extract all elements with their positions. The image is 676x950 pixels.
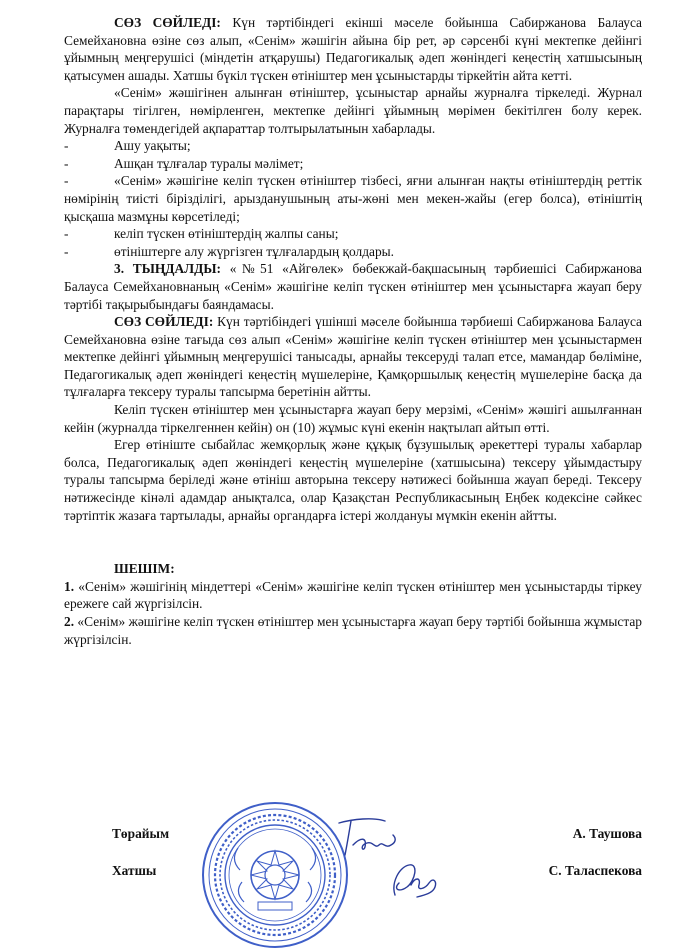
chair-name: А. Таушова <box>572 826 642 841</box>
speech-text: Күн тәртібіндегі екінші мәселе бойынша Сабиржанова Балауса Семейхановна өзіне сөз алып, «Сенім» жәшігін айына бір рет, әр сәрсенбі күні мектепке дейінгі ұйымның меңгерушісі (міндетін атқарушы) Педагогикалық әдеп жөніндегі кеңестің хатшысының қатысумен ашады. Хатшы бүкіл түскен өтініштер мен ұсыныстарды тіркейтін айта кетті. <box>64 15 642 83</box>
list-dash: - <box>64 243 69 259</box>
decision-item <box>64 578 642 613</box>
speech-lead: СӨЗ СӨЙЛЕДІ: <box>114 314 214 330</box>
list-item <box>64 137 642 155</box>
list-item-text: Ашқан тұлғалар туралы мәлімет; <box>114 155 304 171</box>
heard-text: «№51 «Айгөлек» бөбекжай-бақшасының тәрбиешісі Сабиржанова Балауса Семейхановнаның «Сенім» жәшігіне келіп түскен өтініштер мен ұсыныстарға жауап беру тәртібі тақырыбындағы баяндамасы. <box>64 261 642 312</box>
decision-text: «Сенім» жәшігінің міндеттері «Сенім» жәшігіне келіп түскен өтініштер мен ұсыныстарды тіркеу ережеге сай жүргізілсін. <box>64 578 642 612</box>
paragraph-corruption: Егер өтініште сыбайлас жемқорлық және құқық бұзушылық әрекеттері туралы хабарлар болса, Педагогикалық әдеп жөніндегі кеңестің мүшелеріне (хатшысына) тексеру ұйымдастыру туралы тапсырма беріледі және өтініш авторына тексеру нәтижесі бойынша жауап береді. Тексеру нәтижесінде кінәлі адамдар анықталса, олар Қазақстан Республикасының Еңбек кодексіне сәйкес тәртіптік жазаға тартылады, арнайы органдарға істері жолдануы мүмкін екенін айтты. <box>64 437 642 523</box>
list-dash: - <box>64 138 69 154</box>
paragraph-journal: «Сенім» жәшігінен алынған өтініштер, ұсыныстар арнайы журналға тіркеледі. Журнал парақтары тігілген, нөмірленген, мектепке дейінгі ұйымның мөрімен бекітілген болу керек. Журналға төмендегідей ақпараттар толтырылатынын хабарлады. <box>64 85 642 136</box>
secretary-role: Хатшы <box>112 863 157 878</box>
list-dash: - <box>64 155 69 171</box>
document-body <box>64 14 642 648</box>
list-item <box>64 172 642 225</box>
list-dash: - <box>64 226 69 242</box>
list-item <box>64 243 642 261</box>
secretary-signature <box>385 855 445 905</box>
paragraph-speech-3 <box>64 313 642 401</box>
decision-title: ШЕШІМ: <box>114 561 175 577</box>
heard-lead: 3. ТЫҢДАЛДЫ: <box>114 261 221 277</box>
paragraph-heard <box>64 260 642 313</box>
decision-item <box>64 613 642 648</box>
secretary-name: С. Таласпекова <box>548 863 642 878</box>
speech-lead: СӨЗ СӨЙЛЕДІ: <box>114 15 221 30</box>
decision-number: 2. <box>64 614 75 629</box>
list-item-text: өтініштерге алу жүргізген тұлғалардың қолдары. <box>114 243 395 259</box>
chair-role: Төрайым <box>112 826 170 841</box>
list-item-text: «Сенім» жәшігіне келіп түскен өтініштер тізбесі, яғни алынған нақты өтініштердің реттік нөмірінің тиісті біріздiлігі, арызданушының аты-жөні мен мекен-жайы (егер болса), өтініштің қысқаша мазмұны көрсетіледі; <box>64 173 642 224</box>
chair-signature <box>333 815 403 860</box>
list-item-text: Ашу уақыты; <box>114 138 191 154</box>
paragraph-speech-2 <box>64 14 642 84</box>
paragraph-deadline: Келіп түскен өтініштер мен ұсыныстарға жауап беру мерзімі, «Сенім» жәшігі ашылғаннан кейін (журналда тіркелгеннен кейін) он (10) жұмыс күні екенін нақтылап айтып өтті. <box>64 402 642 435</box>
decision-text: «Сенім» жәшігіне келіп түскен өтініштер мен ұсыныстарға жауап беру тәртібі бойынша жұмыстар жүргізілсін. <box>64 614 642 647</box>
list-item <box>64 155 642 173</box>
speech-text: Күн тәртібіндегі үшінші мәселе бойынша тәрбиеші Сабиржанова Балауса Семейхановна өзіне тағыда сөз алып «Сенім» жәшігіне келіп түскен өтініштер мен ұсыныстармен мектепке дейінгі ұйымның меңгерушісі танысады, арнайы тексеруді талап етсе, мамандар бөліміне, Педагогикалық әдеп жөніндегі кеңестің мүшелеріне, Қамқоршылық кеңестің мүшелеріне басқа да тұлғаларға тексеру туралы тапсырма беретінін айтты. <box>64 314 642 400</box>
list-dash: - <box>64 173 69 189</box>
decision-number: 1. <box>64 578 75 594</box>
list-item <box>64 225 642 243</box>
list-item-text: келіп түскен өтініштердің жалпы саны; <box>114 226 339 242</box>
spacer <box>64 524 642 560</box>
official-seal <box>200 800 350 950</box>
